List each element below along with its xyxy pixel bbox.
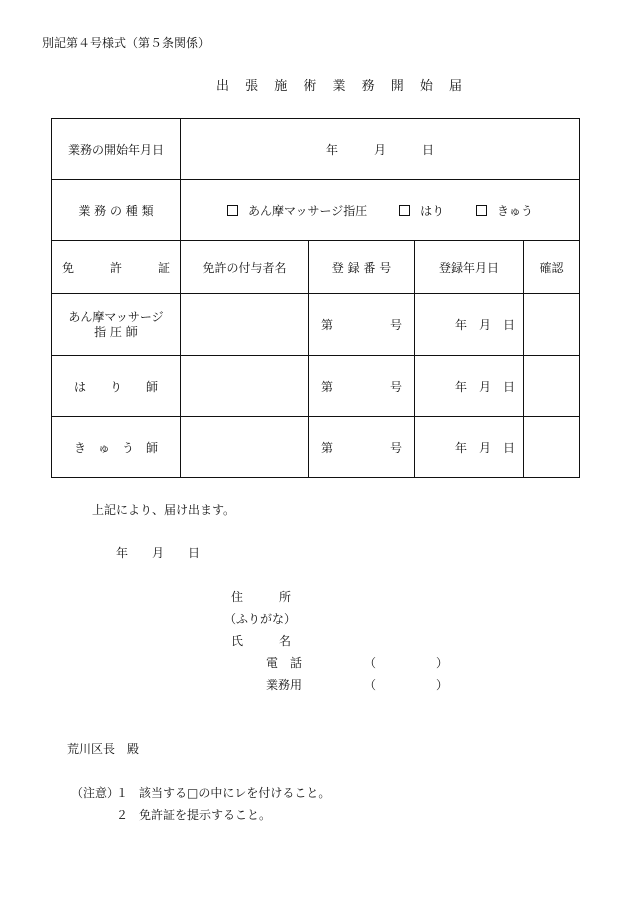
- option-anma[interactable]: あん摩マッサージ指圧: [227, 204, 367, 218]
- start-date-label: 業務の開始年月日: [52, 119, 181, 180]
- phone-label: 電 話: [266, 656, 303, 670]
- work-phone-field[interactable]: （ ）: [364, 678, 449, 692]
- license-type-kyu: き ゅ う 師: [52, 417, 181, 478]
- reg-date-header: 登録年月日: [415, 241, 524, 294]
- confirm-field[interactable]: [524, 356, 580, 417]
- reg-no-header: 登 録 番 号: [309, 241, 415, 294]
- note-number: １: [116, 786, 129, 800]
- confirm-field[interactable]: [524, 294, 580, 356]
- license-type-anma: あん摩マッサージ 指 圧 師: [52, 294, 181, 356]
- license-type-hari: は り 師: [52, 356, 181, 417]
- license-header-row: [52, 241, 580, 294]
- addressee: 荒川区長 殿: [67, 742, 140, 756]
- business-type-label: 業 務 の 種 類: [52, 180, 181, 241]
- checkbox-icon[interactable]: [227, 205, 238, 216]
- business-type-options: [181, 180, 580, 241]
- license-row: [52, 417, 580, 478]
- application-table: [51, 118, 580, 478]
- confirm-field[interactable]: [524, 417, 580, 478]
- work-phone-label: 業務用: [266, 678, 303, 692]
- reg-no-field[interactable]: 第 号: [309, 417, 415, 478]
- checkbox-icon[interactable]: [476, 205, 487, 216]
- reg-no-field[interactable]: 第 号: [309, 356, 415, 417]
- reg-date-field[interactable]: 年 月 日: [415, 356, 524, 417]
- grantee-field[interactable]: [181, 417, 309, 478]
- name-label: 氏 名: [231, 634, 292, 648]
- phone-field[interactable]: （ ）: [364, 656, 449, 670]
- notes-prefix: （注意）: [71, 786, 120, 800]
- start-date-row: [52, 119, 580, 180]
- checkbox-icon[interactable]: [399, 205, 410, 216]
- license-row: [52, 294, 580, 356]
- grantee-field[interactable]: [181, 356, 309, 417]
- business-type-row: [52, 180, 580, 241]
- reg-date-field[interactable]: 年 月 日: [415, 417, 524, 478]
- submission-date[interactable]: 年 月 日: [116, 546, 201, 560]
- document-title: 出 張 施 術 業 務 開 始 届: [216, 79, 469, 94]
- note-text: 該当する□の中にレを付けること。: [139, 786, 331, 800]
- reg-no-field[interactable]: 第 号: [309, 294, 415, 356]
- address-label: 住 所: [231, 590, 292, 604]
- license-label: 免 許 証: [52, 241, 181, 294]
- license-row: [52, 356, 580, 417]
- option-hari[interactable]: はり: [399, 204, 444, 218]
- furigana-label: （ふりがな）: [224, 612, 297, 626]
- option-kyu[interactable]: きゅう: [476, 204, 533, 218]
- note-text: 免許証を提示すること。: [139, 808, 272, 822]
- reg-date-field[interactable]: 年 月 日: [415, 294, 524, 356]
- grantee-header: 免許の付与者名: [181, 241, 309, 294]
- form-reference: 別記第４号様式（第５条関係）: [42, 36, 211, 50]
- start-date-field[interactable]: 年 月 日: [181, 119, 580, 180]
- statement-text: 上記により、届け出ます。: [92, 503, 236, 517]
- confirm-header: 確認: [524, 241, 580, 294]
- note-number: ２: [116, 808, 129, 822]
- grantee-field[interactable]: [181, 294, 309, 356]
